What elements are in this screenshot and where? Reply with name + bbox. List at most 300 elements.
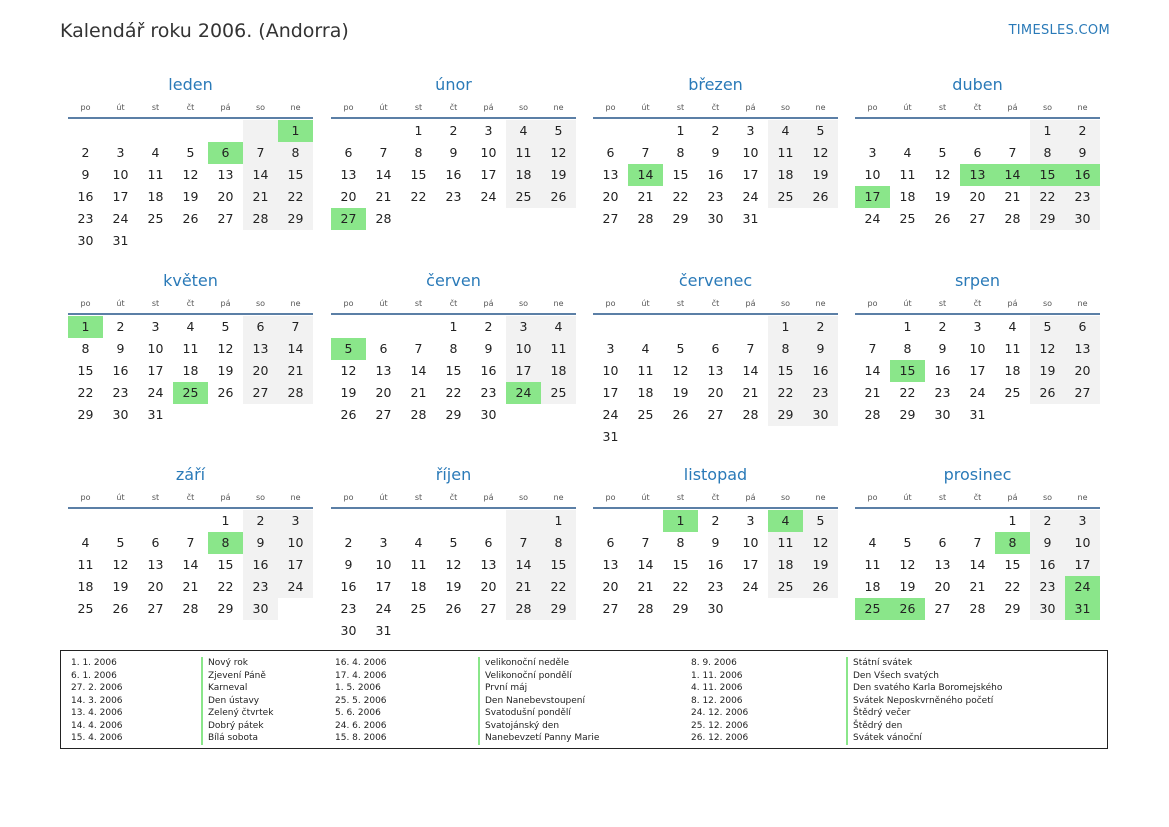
calendar-day: 1 xyxy=(676,123,685,138)
calendar-day: 28 xyxy=(375,211,392,226)
calendar-empty-cell xyxy=(243,404,278,426)
calendar-day: 25 xyxy=(768,576,803,598)
calendar-day: 6 xyxy=(1065,316,1100,338)
weekday-label: po xyxy=(343,299,354,308)
calendar-day: 11 xyxy=(410,557,427,572)
calendar-day: 16 xyxy=(803,360,838,382)
calendar-day: 16 xyxy=(243,554,278,576)
calendar-day: 2 xyxy=(344,535,353,550)
weekday-label: ne xyxy=(290,493,301,502)
day-grid xyxy=(593,120,838,230)
calendar-day: 6 xyxy=(151,535,160,550)
calendar-day: 1 xyxy=(414,123,423,138)
calendar-day: 19 xyxy=(672,385,689,400)
calendar-day: 19 xyxy=(112,579,129,594)
calendar-day: 2 xyxy=(81,145,90,160)
weekday-label: po xyxy=(80,493,91,502)
calendar-day: 6 xyxy=(606,535,615,550)
weekday-header xyxy=(593,98,838,119)
calendar-day: 27 xyxy=(602,601,619,616)
calendar-day: 6 xyxy=(711,341,720,356)
calendar-day: 4 xyxy=(506,120,541,142)
calendar-day: 7 xyxy=(1008,145,1017,160)
holiday-name: Zelený čtvrtek xyxy=(201,707,273,720)
calendar-empty-cell xyxy=(803,208,838,230)
calendar-day: 4 xyxy=(768,120,803,142)
calendar-day: 30 xyxy=(934,407,951,422)
calendar-empty-cell xyxy=(925,510,960,532)
calendar-day: 27 xyxy=(217,211,234,226)
calendar-day: 29 xyxy=(541,598,576,620)
calendar-empty-cell xyxy=(401,316,436,338)
calendar-day: 7 xyxy=(243,142,278,164)
holiday-name: Štědrý den xyxy=(846,720,902,733)
weekday-label: st xyxy=(938,493,947,502)
calendar-day: 23 xyxy=(934,385,951,400)
weekday-label: so xyxy=(1042,103,1053,112)
day-grid xyxy=(331,120,576,230)
holiday-date: 1. 5. 2006 xyxy=(335,683,381,693)
holiday-date: 17. 4. 2006 xyxy=(335,670,387,681)
calendar-day: 7 xyxy=(414,341,423,356)
calendar-day: 18 xyxy=(768,554,803,576)
legend-row xyxy=(335,657,665,670)
month-name: březen xyxy=(688,75,743,94)
calendar-empty-cell xyxy=(173,230,208,252)
day-grid xyxy=(68,316,313,426)
calendar-day: 17 xyxy=(375,579,392,594)
calendar-day: 6 xyxy=(606,145,615,160)
calendar-day: 28 xyxy=(243,208,278,230)
calendar-day: 23 xyxy=(803,382,838,404)
calendar-day: 12 xyxy=(1030,338,1065,360)
weekday-label: út xyxy=(379,103,388,112)
calendar-day: 13 xyxy=(480,557,497,572)
weekday-label: so xyxy=(518,299,529,308)
calendar-day: 7 xyxy=(641,145,650,160)
calendar-day: 19 xyxy=(1030,360,1065,382)
calendar-day: 14 xyxy=(182,557,199,572)
calendar-empty-cell xyxy=(733,316,768,338)
day-grid xyxy=(331,316,576,426)
calendar-day: 29 xyxy=(1030,208,1065,230)
calendar-day: 23 xyxy=(112,385,129,400)
calendar-empty-cell xyxy=(506,404,541,426)
calendar-day: 13 xyxy=(243,338,278,360)
day-grid xyxy=(68,510,313,620)
weekday-label: st xyxy=(414,103,423,112)
calendar-day: 30 xyxy=(77,233,94,248)
calendar-day: 10 xyxy=(112,167,129,182)
calendar-day: 1 xyxy=(449,319,458,334)
calendar-empty-cell xyxy=(593,316,628,338)
calendar-empty-cell xyxy=(768,426,803,448)
weekday-label: čt xyxy=(973,299,982,308)
calendar-empty-cell xyxy=(138,230,173,252)
calendar-day: 23 xyxy=(707,189,724,204)
calendar-day: 7 xyxy=(641,535,650,550)
calendar-day: 21 xyxy=(410,385,427,400)
weekday-header xyxy=(68,294,313,315)
weekday-label: út xyxy=(116,493,125,502)
calendar-empty-cell xyxy=(208,120,243,142)
calendar-day: 23 xyxy=(1065,186,1100,208)
calendar-day: 15 xyxy=(890,360,925,382)
calendar-day: 3 xyxy=(868,145,877,160)
calendar-day: 10 xyxy=(147,341,164,356)
month-calendar xyxy=(68,72,313,252)
calendar-day: 20 xyxy=(243,360,278,382)
calendar-day: 9 xyxy=(81,167,90,182)
legend-row xyxy=(691,682,1091,695)
calendar-day: 18 xyxy=(899,189,916,204)
weekday-label: so xyxy=(518,103,529,112)
calendar-empty-cell xyxy=(208,404,243,426)
calendar-day: 18 xyxy=(864,579,881,594)
calendar-empty-cell xyxy=(506,620,541,642)
calendar-empty-cell xyxy=(436,208,471,230)
calendar-day: 28 xyxy=(742,407,759,422)
weekday-header xyxy=(68,98,313,119)
calendar-day: 22 xyxy=(278,186,313,208)
calendar-day: 8 xyxy=(995,532,1030,554)
weekday-label: ne xyxy=(1077,103,1088,112)
calendar-day: 14 xyxy=(742,363,759,378)
calendar-day: 8 xyxy=(414,145,423,160)
calendar-day: 30 xyxy=(1030,598,1065,620)
weekday-label: čt xyxy=(973,493,982,502)
calendar-day: 22 xyxy=(410,189,427,204)
calendar-day: 19 xyxy=(541,164,576,186)
weekday-label: ne xyxy=(1077,299,1088,308)
calendar-day: 27 xyxy=(707,407,724,422)
calendar-day: 15 xyxy=(672,167,689,182)
month-name: duben xyxy=(952,75,1003,94)
calendar-day: 17 xyxy=(278,554,313,576)
calendar-day: 30 xyxy=(707,211,724,226)
calendar-day: 26 xyxy=(340,407,357,422)
calendar-day: 4 xyxy=(768,510,803,532)
calendar-day: 2 xyxy=(711,123,720,138)
weekday-label: ne xyxy=(290,103,301,112)
calendar-day: 22 xyxy=(445,385,462,400)
weekday-label: ne xyxy=(553,493,564,502)
calendar-day: 6 xyxy=(484,535,493,550)
calendar-day: 1 xyxy=(768,316,803,338)
calendar-day: 14 xyxy=(969,557,986,572)
calendar-empty-cell xyxy=(628,120,663,142)
calendar-day: 25 xyxy=(173,382,208,404)
calendar-day: 22 xyxy=(672,189,689,204)
holiday-date: 14. 4. 2006 xyxy=(71,720,123,731)
calendar-day: 11 xyxy=(899,167,916,182)
calendar-day: 14 xyxy=(410,363,427,378)
calendar-day: 31 xyxy=(969,407,986,422)
calendar-empty-cell xyxy=(593,120,628,142)
calendar-day: 9 xyxy=(484,341,493,356)
weekday-label: ne xyxy=(815,103,826,112)
calendar-day: 8 xyxy=(676,535,685,550)
calendar-day: 31 xyxy=(375,623,392,638)
calendar-day: 8 xyxy=(1030,142,1065,164)
weekday-header xyxy=(331,294,576,315)
weekday-label: út xyxy=(116,103,125,112)
weekday-label: st xyxy=(414,493,423,502)
calendar-day: 24 xyxy=(506,382,541,404)
weekday-label: po xyxy=(605,103,616,112)
calendar-day: 15 xyxy=(768,360,803,382)
calendar-day: 16 xyxy=(707,557,724,572)
holiday-date: 25. 12. 2006 xyxy=(691,720,749,731)
calendar-day: 26 xyxy=(672,407,689,422)
calendar-day: 16 xyxy=(445,167,462,182)
calendar-day: 17 xyxy=(742,557,759,572)
calendar-day: 11 xyxy=(768,142,803,164)
calendar-day: 15 xyxy=(278,164,313,186)
calendar-day: 30 xyxy=(1065,208,1100,230)
calendar-day: 27 xyxy=(331,208,366,230)
calendar-empty-cell xyxy=(733,426,768,448)
holiday-name: Státní svátek xyxy=(846,657,912,670)
calendar-day: 22 xyxy=(77,385,94,400)
holiday-date: 15. 8. 2006 xyxy=(335,733,387,743)
weekday-label: út xyxy=(903,299,912,308)
calendar-day: 9 xyxy=(938,341,947,356)
month-name: září xyxy=(175,465,206,484)
calendar-day: 3 xyxy=(379,535,388,550)
calendar-day: 12 xyxy=(445,557,462,572)
calendar-day: 13 xyxy=(147,557,164,572)
weekday-label: čt xyxy=(449,493,458,502)
calendar-day: 3 xyxy=(746,123,755,138)
calendar-day: 11 xyxy=(506,142,541,164)
calendar-day: 20 xyxy=(934,579,951,594)
calendar-day: 5 xyxy=(449,535,458,550)
holiday-date: 24. 12. 2006 xyxy=(691,708,749,718)
weekday-label: po xyxy=(343,103,354,112)
calendar-day: 27 xyxy=(480,601,497,616)
weekday-label: pá xyxy=(745,103,756,112)
calendar-day: 24 xyxy=(969,385,986,400)
calendar-day: 25 xyxy=(147,211,164,226)
calendar-empty-cell xyxy=(1065,404,1100,426)
day-grid xyxy=(855,120,1100,230)
legend-row xyxy=(691,720,1091,733)
weekday-label: po xyxy=(867,493,878,502)
calendar-day: 4 xyxy=(1008,319,1017,334)
calendar-day: 18 xyxy=(1004,363,1021,378)
weekday-label: út xyxy=(903,493,912,502)
calendar-day: 20 xyxy=(1065,360,1100,382)
calendar-empty-cell xyxy=(855,510,890,532)
calendar-empty-cell xyxy=(995,120,1030,142)
weekday-label: pá xyxy=(1007,103,1018,112)
calendar-day: 21 xyxy=(182,579,199,594)
calendar-day: 29 xyxy=(1004,601,1021,616)
weekday-label: čt xyxy=(449,103,458,112)
calendar-day: 4 xyxy=(541,316,576,338)
calendar-day: 16 xyxy=(707,167,724,182)
calendar-empty-cell xyxy=(506,510,541,532)
calendar-day: 17 xyxy=(480,167,497,182)
calendar-day: 25 xyxy=(77,601,94,616)
calendar-day: 7 xyxy=(746,341,755,356)
weekday-label: so xyxy=(1042,493,1053,502)
calendar-empty-cell xyxy=(1030,404,1065,426)
legend-row xyxy=(335,670,665,683)
calendar-day: 25 xyxy=(410,601,427,616)
calendar-day: 18 xyxy=(506,164,541,186)
calendar-day: 31 xyxy=(742,211,759,226)
calendar-empty-cell xyxy=(243,120,278,142)
calendar-empty-cell xyxy=(436,620,471,642)
calendar-empty-cell xyxy=(366,316,401,338)
calendar-empty-cell xyxy=(995,404,1030,426)
calendar-day: 8 xyxy=(208,532,243,554)
calendar-day: 5 xyxy=(541,120,576,142)
calendar-day: 26 xyxy=(217,385,234,400)
calendar-day: 24 xyxy=(147,385,164,400)
calendar-day: 16 xyxy=(77,189,94,204)
calendar-day: 8 xyxy=(676,145,685,160)
calendar-day: 12 xyxy=(803,142,838,164)
calendar-day: 11 xyxy=(541,338,576,360)
month-name: únor xyxy=(435,75,472,94)
month-calendar xyxy=(68,462,313,620)
calendar-day: 17 xyxy=(742,167,759,182)
calendar-day: 15 xyxy=(541,554,576,576)
calendar-day: 17 xyxy=(969,363,986,378)
calendar-day: 27 xyxy=(375,407,392,422)
holiday-name: Nový rok xyxy=(201,657,248,670)
calendar-day: 24 xyxy=(112,211,129,226)
calendar-day: 29 xyxy=(672,211,689,226)
calendar-day: 5 xyxy=(221,319,230,334)
day-grid xyxy=(68,120,313,252)
calendar-day: 3 xyxy=(278,510,313,532)
month-name: květen xyxy=(163,271,218,290)
month-name: prosinec xyxy=(943,465,1012,484)
legend-row xyxy=(335,707,665,720)
calendar-day: 26 xyxy=(541,186,576,208)
calendar-day: 26 xyxy=(1030,382,1065,404)
holiday-name: Svatodušní pondělí xyxy=(478,707,571,720)
holiday-date: 8. 9. 2006 xyxy=(691,658,737,668)
calendar-day: 5 xyxy=(186,145,195,160)
holiday-name: Zjevení Páně xyxy=(201,670,266,683)
weekday-label: st xyxy=(938,299,947,308)
calendar-day: 20 xyxy=(602,579,619,594)
calendar-day: 11 xyxy=(768,532,803,554)
weekday-label: út xyxy=(379,493,388,502)
calendar-day: 13 xyxy=(375,363,392,378)
calendar-day: 16 xyxy=(340,579,357,594)
calendar-day: 15 xyxy=(410,167,427,182)
calendar-empty-cell xyxy=(366,510,401,532)
calendar-day: 28 xyxy=(864,407,881,422)
brand-link[interactable]: TIMESLES.COM xyxy=(1008,23,1110,38)
calendar-day: 12 xyxy=(217,341,234,356)
calendar-day: 25 xyxy=(1004,385,1021,400)
calendar-day: 27 xyxy=(969,211,986,226)
calendar-day: 4 xyxy=(641,341,650,356)
weekday-label: so xyxy=(780,103,791,112)
calendar-day: 9 xyxy=(711,535,720,550)
calendar-empty-cell xyxy=(541,208,576,230)
holiday-name: První máj xyxy=(478,682,527,695)
calendar-day: 18 xyxy=(77,579,94,594)
calendar-day: 8 xyxy=(81,341,90,356)
calendar-day: 4 xyxy=(868,535,877,550)
calendar-day: 4 xyxy=(186,319,195,334)
calendar-day: 1 xyxy=(221,513,230,528)
calendar-empty-cell xyxy=(855,120,890,142)
calendar-day: 1 xyxy=(903,319,912,334)
weekday-label: čt xyxy=(186,103,195,112)
calendar-day: 21 xyxy=(243,186,278,208)
calendar-day: 13 xyxy=(707,363,724,378)
calendar-day: 25 xyxy=(768,186,803,208)
calendar-empty-cell xyxy=(803,426,838,448)
weekday-label: st xyxy=(151,103,160,112)
calendar-day: 6 xyxy=(973,145,982,160)
weekday-label: po xyxy=(605,493,616,502)
calendar-day: 1 xyxy=(68,316,103,338)
calendar-day: 2 xyxy=(484,319,493,334)
calendar-day: 17 xyxy=(147,363,164,378)
calendar-day: 21 xyxy=(506,576,541,598)
month-calendar xyxy=(331,268,576,426)
calendar-day: 5 xyxy=(1030,316,1065,338)
page-title: Kalendář roku 2006. (Andorra) xyxy=(60,20,349,42)
calendar-empty-cell xyxy=(698,316,733,338)
day-grid xyxy=(855,316,1100,426)
weekday-header xyxy=(593,488,838,509)
holiday-name: Karneval xyxy=(201,682,247,695)
calendar-empty-cell xyxy=(960,120,995,142)
calendar-empty-cell xyxy=(278,404,313,426)
holiday-date: 6. 1. 2006 xyxy=(71,670,117,681)
calendar-day: 28 xyxy=(1004,211,1021,226)
calendar-day: 1 xyxy=(663,510,698,532)
calendar-day: 28 xyxy=(278,382,313,404)
calendar-day: 26 xyxy=(445,601,462,616)
calendar-day: 1 xyxy=(541,510,576,532)
calendar-empty-cell xyxy=(278,230,313,252)
calendar-day: 9 xyxy=(711,145,720,160)
holiday-name: Svátek Neposkvrněného početí xyxy=(846,695,993,708)
calendar-day: 23 xyxy=(707,579,724,594)
calendar-day: 2 xyxy=(803,316,838,338)
calendar-empty-cell xyxy=(960,510,995,532)
legend-row xyxy=(691,695,1091,708)
calendar-day: 14 xyxy=(278,338,313,360)
calendar-day: 10 xyxy=(742,535,759,550)
calendar-day: 11 xyxy=(637,363,654,378)
weekday-label: pá xyxy=(1007,493,1018,502)
calendar-day: 21 xyxy=(864,385,881,400)
calendar-day: 14 xyxy=(628,164,663,186)
calendar-day: 21 xyxy=(278,360,313,382)
calendar-day: 30 xyxy=(243,598,278,620)
calendar-empty-cell xyxy=(278,598,313,620)
calendar-day: 17 xyxy=(602,385,619,400)
calendar-day: 28 xyxy=(506,598,541,620)
calendar-day: 14 xyxy=(243,164,278,186)
calendar-day: 20 xyxy=(340,189,357,204)
calendar-day: 10 xyxy=(375,557,392,572)
calendar-day: 2 xyxy=(449,123,458,138)
